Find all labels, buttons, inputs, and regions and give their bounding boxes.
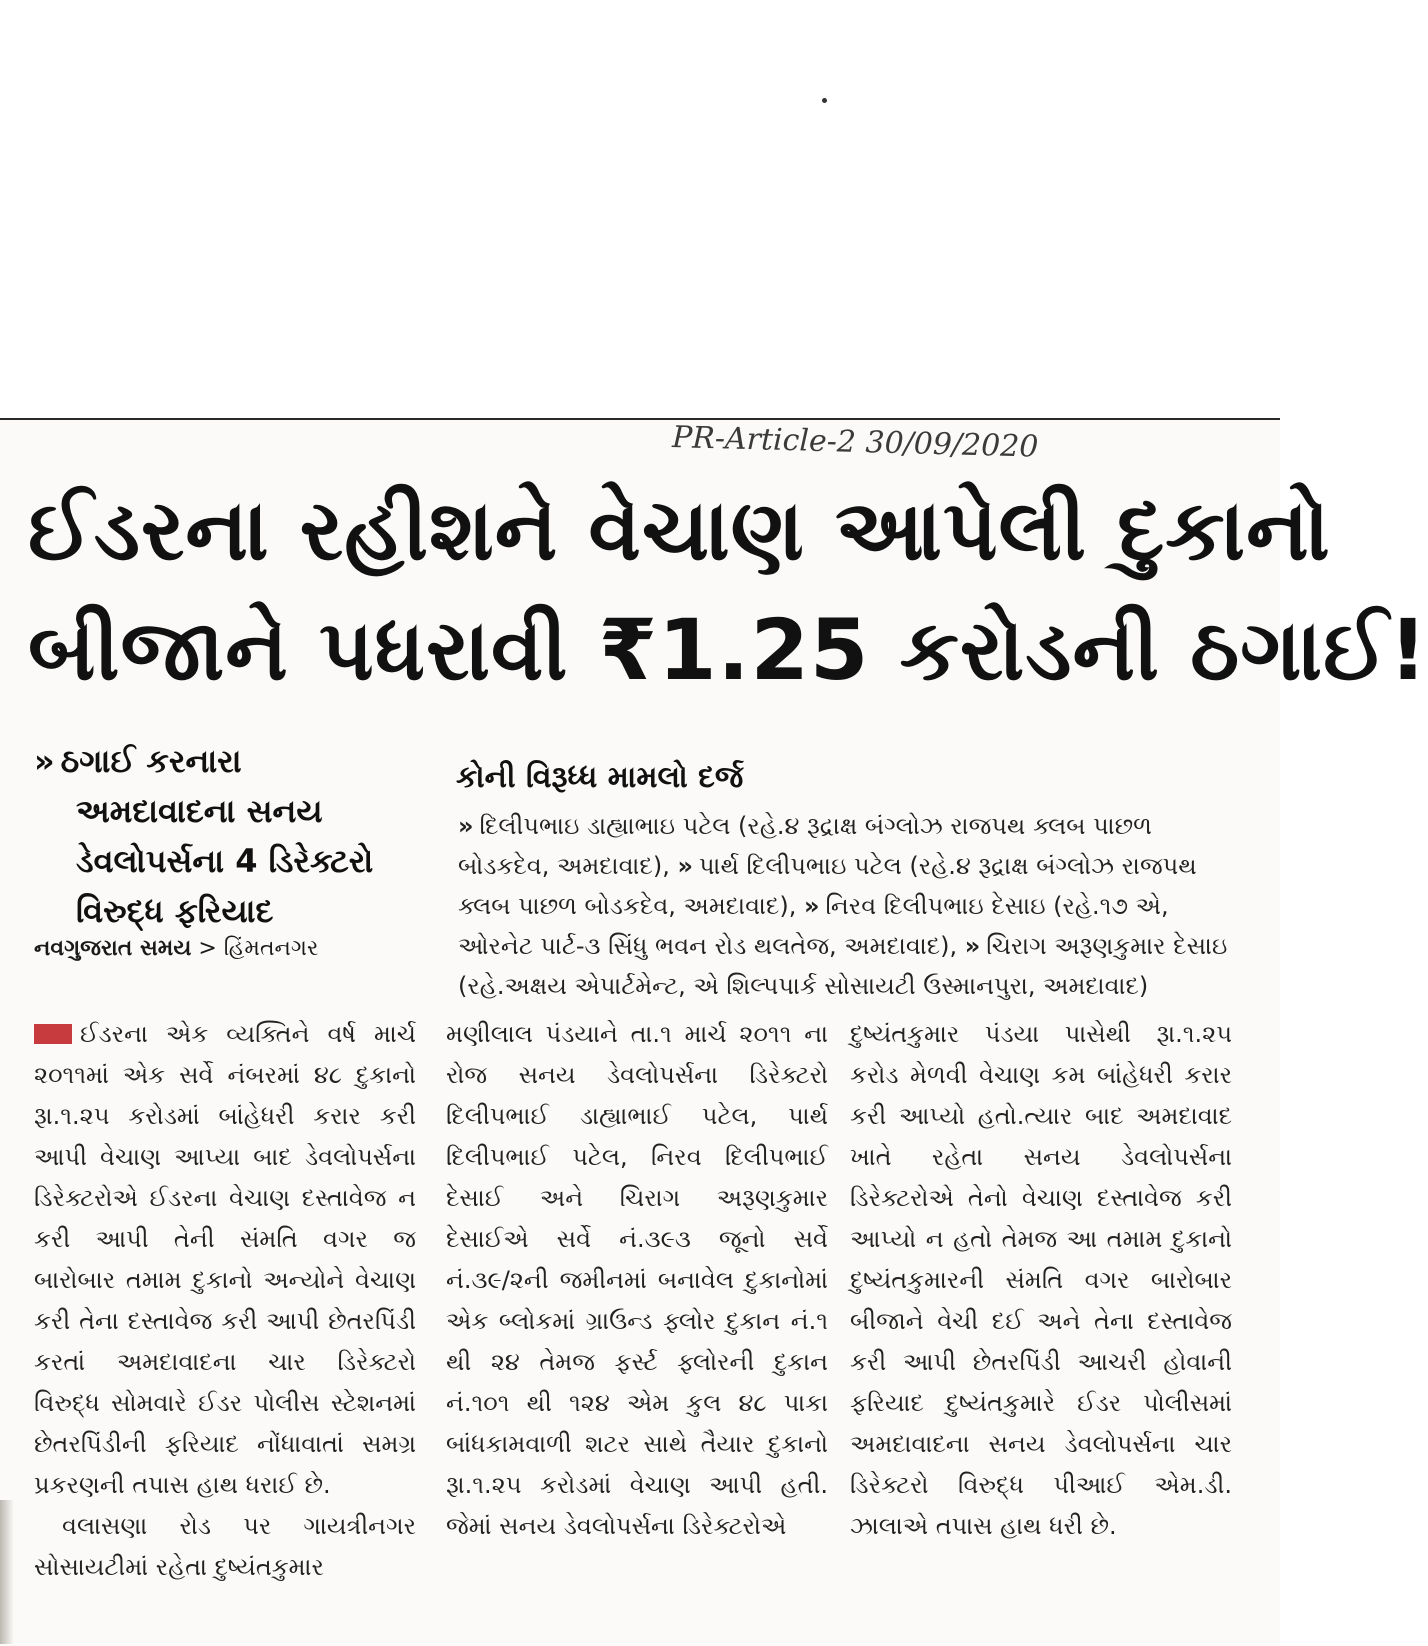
subheading-line-4: વિરુદ્ધ ફરિયાદ [76,892,274,930]
subheading-line-3: ડેવલોપર્સના 4 ડિરેક્ટરો [76,842,374,880]
list-item: » ચિરાગ અરૂણકુમાર દેસાઇ (રહે.અક્ષય એપાર્ટમેન્ટ, એ શિલ્પપાર્ક સોસાયટી ઉસ્માનપુરા, અમદાવાદ) [458,932,1228,1000]
headline-line-2: બીજાને પધરાવી ₹1.25 કરોડની ઠગાઈ! [28,601,1428,699]
chevron-icon: » [34,742,55,780]
ink-dot [822,98,827,103]
body-column-2 [446,1014,828,1547]
subheading [34,736,434,936]
byline-paper: નવગુજરાત સમય [34,936,192,961]
body-column-1 [34,1014,416,1588]
chevron-icon: » [677,852,693,880]
paper-fold-edge [0,1500,14,1644]
byline [34,936,434,961]
section-marker-icon [34,1024,72,1044]
body-paragraph: દુષ્યંતકુમાર પંડયા પાસેથી રૂા.૧.૨૫ કરોડ મેળવી વેચાણ કમ બાંહેધરી કરાર કરી આપ્યો હતો.ત્યાર બાદ અમદાવાદ ખાતે રહેતા સનય ડેવલોપર્સના ડિરેક્ટરોએ તેનો વેચાણ દસ્તાવેજ કરી આપ્યો ન હતો તેમજ આ તમામ દુકાનો દુષ્યંતકુમારની સંમતિ વગર બારોબાર બીજાને વેચી દઈ અને તેના દસ્તાવેજ કરી આપી છેતરપિંડી આચરી હોવાની ફરિયાદ દુષ્યંતકુમારે ઈડર પોલીસમાં અમદાવાદના સનય ડેવલોપર્સના ચાર ડિરેક્ટરો વિરુદ્ધ પીઆઈ એમ.ડી. ઝાલાએ તપાસ હાથ ધરી છે. [850,1020,1232,1540]
body-column-3 [850,1014,1232,1547]
body-paragraph: ઈડરના એક વ્યક્તિને વર્ષ માર્ચ ૨૦૧૧માં એક સર્વે નંબરમાં ૪૮ દુકાનો રૂા.૧.૨૫ કરોડમાં બાંહેધરી કરાર કરી આપી વેચાણ આપ્યા બાદ ડેવલોપર્સના ડિરેક્ટરોએ ઈડરના વેચાણ દસ્તાવેજ ન કરી આપી તેની સંમતિ વગર જ બારોબાર તમામ દુકાનો અન્યોને વેચાણ કરી તેના દસ્તાવેજ કરી આપી છેતરપિંડી કરતાં અમદાવાદના ચાર ડિરેક્ટરો વિરુદ્ધ સોમવારે ઈડર પોલીસ સ્ટેશનમાં છેતરપિંડીની ફરિયાદ નોંધાવાતાં સમગ્ર પ્રકરણની તપાસ હાથ ધરાઈ છે. [34,1020,416,1499]
accused-box-title: કોની વિરૂધ્ધ મામલો દર્જ [456,760,744,795]
subheading-line-2: અમદાવાદના સનય [76,792,323,830]
chevron-icon: » [803,892,820,920]
body-paragraph: મણીલાલ પંડયાને તા.૧ માર્ચ ૨૦૧૧ ના રોજ સનય ડેવલોપર્સના ડિરેક્ટરો દિલીપભાઈ ડાહ્યાભાઈ પટેલ, પાર્થ દિલીપભાઈ પટેલ, નિરવ દિલીપભાઈ દેસાઈ અને ચિરાગ અરૂણકુમાર દેસાઈએ સર્વે નં.૩૯૩ જૂનો સર્વે નં.૩૯/૨ની જમીનમાં બનાવેલ દુકાનોમાં એક બ્લોકમાં ગ્રાઉન્ડ ફ્લોર દુકાન નં.૧ થી ૨૪ તેમજ ફર્સ્ટ ફ્લોરની દુકાન નં.૧૦૧ થી ૧૨૪ એમ કુલ ૪૮ પાકા બાંધકામવાળી શટર સાથે તૈયાર દુકાનો રૂા.૧.૨૫ કરોડમાં વેચાણ આપી હતી. જેમાં સનય ડેવલોપર્સના ડિરેક્ટરોએ [446,1020,828,1540]
subheading-line-1: » ઠગાઈ કરનારા [34,742,242,780]
chevron-icon: » [458,812,474,840]
handwritten-note: PR-Article-2 30/09/2020 [671,420,1039,465]
headline [28,470,1428,710]
headline-line-1: ઈડરના રહીશને વેચાણ આપેલી દુકાનો [28,481,1331,579]
list-item: » પાર્થ દિલીપભાઇ પટેલ (રહે.૪ રૂદ્રાક્ષ બંગ્લોઝ રાજપથ ક્લબ પાછળ બોડકદેવ, અમદાવાદ), [458,852,1197,920]
body-paragraph: વલાસણા રોડ પર ગાયત્રીનગર સોસાયટીમાં રહેતા દુષ્યંતકુમાર [34,1512,416,1581]
chevron-icon: » [964,932,981,960]
accused-list [458,806,1238,1006]
byline-separator: > [198,936,217,961]
list-item: » દિલીપભાઇ ડાહ્યાભાઇ પટેલ (રહે.૪ રૂદ્રાક્ષ બંગ્લોઝ રાજપથ ક્લબ પાછળ બોડકદેવ, અમદાવાદ), [458,812,1152,880]
list-item: » નિરવ દિલીપભાઇ દેસાઇ (રહે.૧૭ એ, ઓરનેટ પાર્ટ-૩ સિંધુ ભવન રોડ થલતેજ, અમદાવાદ), [458,892,1169,960]
byline-place: હિંમતનગર [223,936,319,961]
